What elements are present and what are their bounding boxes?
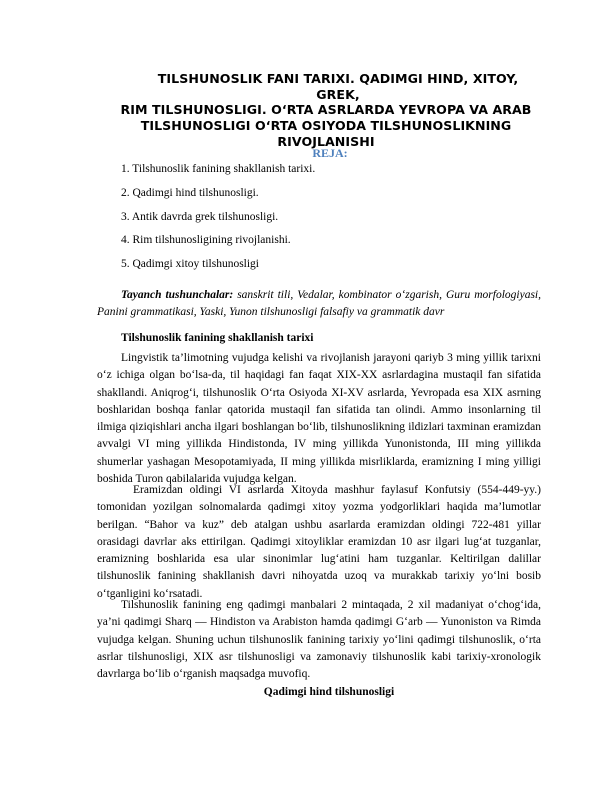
title-line-1: TILSHUNOSLIK FANI TARIXI. QADIMGI HIND, XITOY, GREK,: [157, 71, 519, 102]
plan-item: 3. Antik davrda grek tilshunosligi.: [121, 210, 279, 223]
page-title: [110, 71, 542, 150]
plan-item: 1. Tilshunoslik fanining shakllanish tarixi.: [121, 163, 316, 175]
keywords-paragraph: [97, 287, 541, 322]
paragraph-3: Tilshunoslik fanining eng qadimgi manbalari 2 mintaqada, 2 xil madaniyat o‘chog‘ida, ya’ni qadimgi Sharq — Hindiston va Arabiston hamda qadimgi G‘arb — Yunoniston va Rimda vujudga kelgan. Shuning uchun tilshunoslik fanining tarixiy yo‘lini qadimgi tilshunoslik, o‘rta asrlar tilshunosligi, XIX asr tilshunosligi va zamonaviy tilshunoslik kabi tarixiy-xronologik davrlarga bo‘lib o‘rganish maqsadga muvofiq.: [97, 599, 541, 681]
paragraph-2: [97, 482, 541, 603]
plan-item: 5. Qadimgi xitoy tilshunosligi: [121, 258, 260, 271]
title-line-rest: RIM TILSHUNOSLIGI. O‘RTA ASRLARDA YEVROPA VA ARAB TILSHUNOSLIGI O‘RTA OSIYODA TILSHUNOSLIKNING RIVOJLANISHI: [120, 102, 532, 149]
section-heading-indian: Qadimgi hind tilshunosligi: [263, 686, 395, 698]
paragraph-2-text: Eramizdan oldingi VI asrlarda Xitoyda mashhur faylasuf Konfutsiy (554-449-yy.) tomonidan yozilgan solnomalarda qadimgi xitoy yozma yodgorliklari haqida ma’lumotlar berilgan. “Bahor va kuz” deb atalgan ushbu asarlarda eramizdan oldingi 722-481 yillar orasidagi davrlar aks ettirilgan. Qadimgi xitoyliklar eramizdan 10 asr ilgari lug‘at tuzganlar, eramizning boshlarida esa ular sinonimlar lug‘atini ham tuzganlar. Keltirilgan dalillar tilshunoslik fanining shakllanish davri nihoyatda uzoq va murakkab tarixiy yo‘lni bosib o‘tganligini ko‘rsatadi.: [97, 484, 541, 600]
plan-list: [121, 162, 315, 281]
plan-heading: REJA:: [312, 146, 348, 160]
section-heading-history: Tilshunoslik fanining shakllanish tarixi: [121, 332, 314, 344]
plan-item: 4. Rim tilshunosligining rivojlanishi.: [121, 234, 291, 247]
plan-item: 2. Qadimgi hind tilshunosligi.: [121, 186, 259, 199]
keywords-text: sanskrit tili, Vedalar, kombinator o‘zgarish, Guru morfologiyasi, Panini grammatikasi, Yaski, Yunon tilshunosligi falsafiy va grammatik davr: [97, 289, 541, 319]
paragraph-1: Lingvistik ta’limotning vujudga kelishi va rivojlanish jarayoni qariyb 3 ming yillik tarixni o‘z ichiga olgan bo‘lsa-da, til haqidagi fan faqat XIX-XX asrlardagina mustaqil fan sifatida shakllandi. Aniqrog‘i, tilshunoslik O‘rta Osiyoda XI-XV asrlarda, Yevropada esa XIX asrning boshlaridan boshqa fanlar qatorida mustaqil fan sifatida tan olindi. Ammo insonlarning til ilmiga qiziqishlari ancha ilgari boshlangan bo‘lib, tilshunoslikning ildizlari taxminan eramizdan avvalgi VI ming yillikda Hindistonda, IV ming yillikda Yunonistonda, III ming yillikda shumerlar yashagan Mesopotamiyada, II ming yillikda misrliklarda, eramizning I ming yilligi boshida Turon qabilalarida vujudga kelgan.: [97, 352, 541, 486]
keywords-label: Tayanch tushunchalar:: [121, 289, 234, 301]
